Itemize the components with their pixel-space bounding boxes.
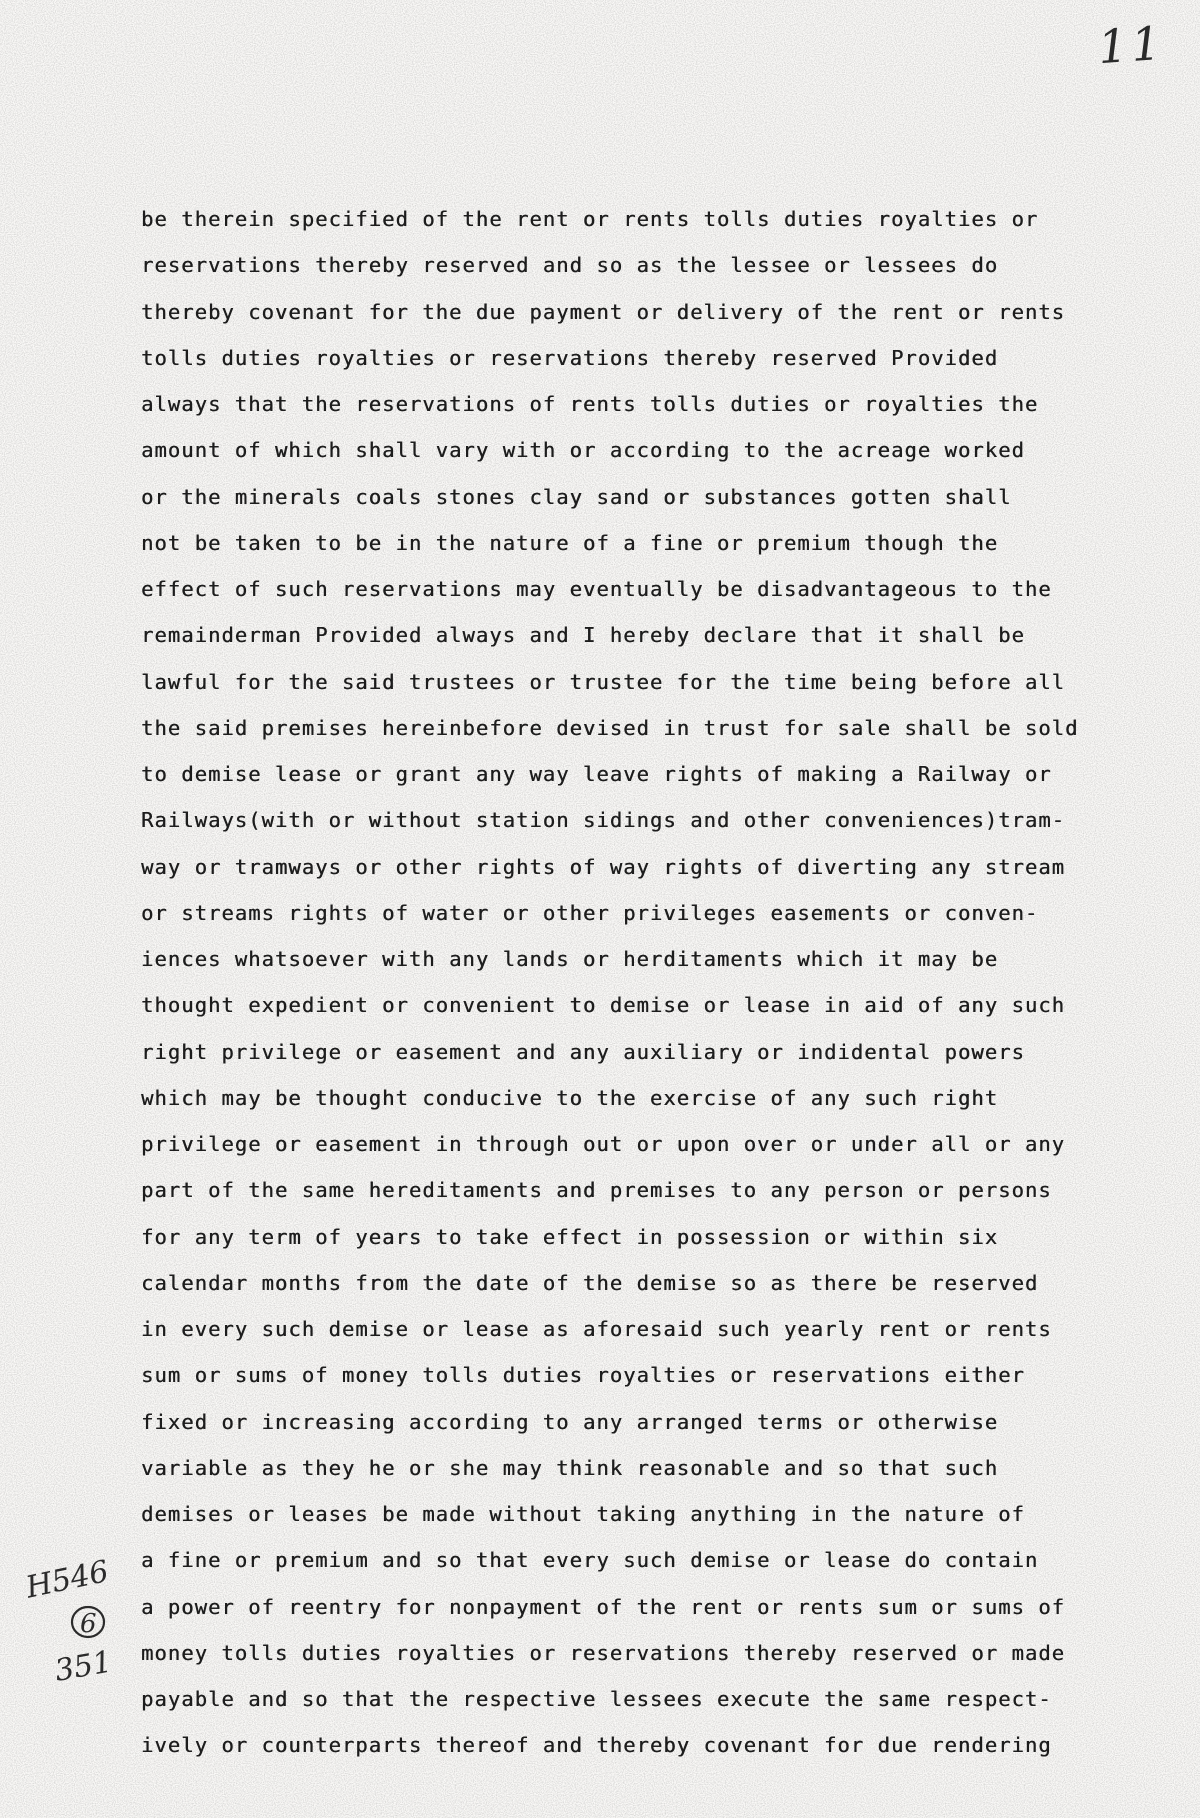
- text-line: payable and so that the respective lessees execute the same respect-: [141, 1687, 1052, 1711]
- text-line: fixed or increasing according to any arranged terms or otherwise: [141, 1409, 999, 1434]
- text-line: money tolls duties royalties or reservations thereby reserved or made: [141, 1640, 1066, 1665]
- text-line: remainderman Provided always and I hereby declare that it shall be: [141, 623, 1025, 648]
- text-line: be therein specified of the rent or rents tolls duties royalties or: [141, 207, 1039, 231]
- annotation-line-3: 351: [52, 1644, 115, 1689]
- text-line: variable as they he or she may think reasonable and so that such: [141, 1455, 999, 1480]
- text-line: sum or sums of money tolls duties royalties or reservations either: [141, 1363, 1025, 1388]
- text-line: privilege or easement in through out or upon over or under all or any: [141, 1132, 1066, 1156]
- text-line: effect of such reservations may eventually be disadvantageous to the: [141, 577, 1052, 601]
- text-line: demises or leases be made without taking anything in the nature of: [141, 1502, 1025, 1526]
- text-line: ively or counterparts thereof and thereby covenant for due rendering: [141, 1733, 1052, 1758]
- text-line: a power of reentry for nonpayment of the rent or rents sum or sums of: [141, 1594, 1066, 1619]
- document-body-text: [141, 196, 1151, 1769]
- handwritten-margin-annotation: [24, 1552, 134, 1692]
- text-line: thereby covenant for the due payment or delivery of the rent or rents: [141, 299, 1066, 324]
- text-line: tolls duties royalties or reservations thereby reserved Provided: [141, 345, 999, 370]
- text-line: to demise lease or grant any way leave rights of making a Railway or: [141, 762, 1052, 786]
- text-line: for any term of years to take effect in possession or within six: [141, 1224, 999, 1249]
- text-line: thought expedient or convenient to demise or lease in aid of any such: [141, 993, 1066, 1018]
- text-line: or the minerals coals stones clay sand or substances gotten shall: [141, 484, 1012, 509]
- text-line: iences whatsoever with any lands or herditaments which it may be: [141, 947, 999, 971]
- text-line: amount of which shall vary with or according to the acreage worked: [141, 438, 1025, 463]
- text-line: or streams rights of water or other privileges easements or conven-: [141, 900, 1039, 925]
- text-line: part of the same hereditaments and premises to any person or persons: [141, 1178, 1052, 1203]
- text-line: Railways(with or without station sidings and other conveniences)tram-: [141, 808, 1066, 833]
- text-line: not be taken to be in the nature of a fine or premium though the: [141, 530, 999, 555]
- page-number: 11: [1096, 15, 1167, 75]
- text-line: calendar months from the date of the demise so as there be reserved: [141, 1270, 1039, 1295]
- text-line: way or tramways or other rights of way rights of diverting any stream: [141, 854, 1066, 879]
- text-line: in every such demise or lease as aforesaid such yearly rent or rents: [141, 1317, 1052, 1341]
- text-line: right privilege or easement and any auxiliary or indidental powers: [141, 1039, 1025, 1064]
- text-line: the said premises hereinbefore devised in trust for sale shall be sold: [141, 715, 1079, 740]
- text-line: always that the reservations of rents tolls duties or royalties the: [141, 392, 1039, 416]
- text-line: which may be thought conducive to the exercise of any such right: [141, 1085, 999, 1110]
- text-line: reservations thereby reserved and so as the lessee or lessees do: [141, 253, 999, 278]
- annotation-line-2: 6: [80, 1609, 97, 1639]
- text-line: a fine or premium and so that every such demise or lease do contain: [141, 1548, 1039, 1573]
- text-line: lawful for the said trustees or trustee for the time being before all: [141, 669, 1066, 694]
- annotation-line-1: H546: [22, 1553, 112, 1606]
